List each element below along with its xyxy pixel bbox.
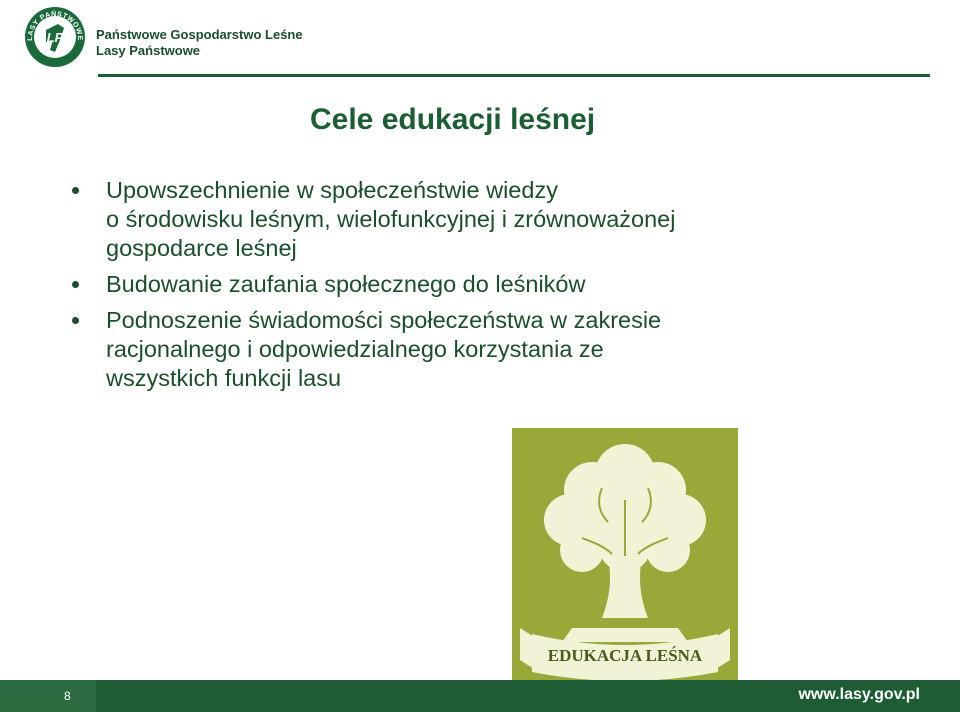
bullet-text-line: o środowisku leśnym, wielofunkcyjnej i zrównoważonej — [106, 206, 676, 232]
edukacja-lesna-emblem — [512, 428, 738, 680]
bullet-text-line: Budowanie zaufania społecznego do leśników — [106, 271, 586, 297]
bullet-list — [72, 176, 892, 400]
bullet-text-line: wszystkich funkcji lasu — [106, 365, 342, 391]
emblem-banner-text: EDUKACJA LEŚNA — [547, 646, 703, 665]
bullet-item — [72, 270, 892, 299]
lasy-panstwowe-logo — [24, 6, 86, 68]
website-link[interactable]: www.lasy.gov.pl — [798, 686, 920, 703]
bullet-text-line: gospodarce leśnej — [106, 235, 297, 261]
tree-icon — [512, 428, 738, 680]
bullet-item — [72, 306, 892, 393]
bullet-item — [72, 176, 892, 263]
badge-ring-text: LASY PAŃSTWOWE — [26, 10, 84, 41]
bullet-text-line: Podnoszenie świadomości społeczeństwa w zakresie — [106, 307, 662, 333]
bullet-dot-icon — [72, 281, 79, 288]
slide-footer — [0, 680, 960, 712]
header-divider — [98, 74, 930, 77]
page-number-box — [0, 680, 96, 712]
slide-title: Cele edukacji leśnej — [310, 103, 596, 136]
bullet-text-line: racjonalnego i odpowiedzialnego korzystania ze — [106, 336, 604, 362]
bullet-dot-icon — [72, 187, 79, 194]
bullet-dot-icon — [72, 317, 79, 324]
organization-short-name: Lasy Państwowe — [96, 43, 201, 58]
page-number: 8 — [64, 689, 71, 703]
organization-name: Państwowe Gospodarstwo Leśne — [96, 27, 303, 42]
badge-letters: LP — [46, 30, 64, 45]
bullet-text-line: Upowszechnienie w społeczeństwie wiedzy — [106, 177, 558, 203]
slide-header — [0, 0, 960, 80]
